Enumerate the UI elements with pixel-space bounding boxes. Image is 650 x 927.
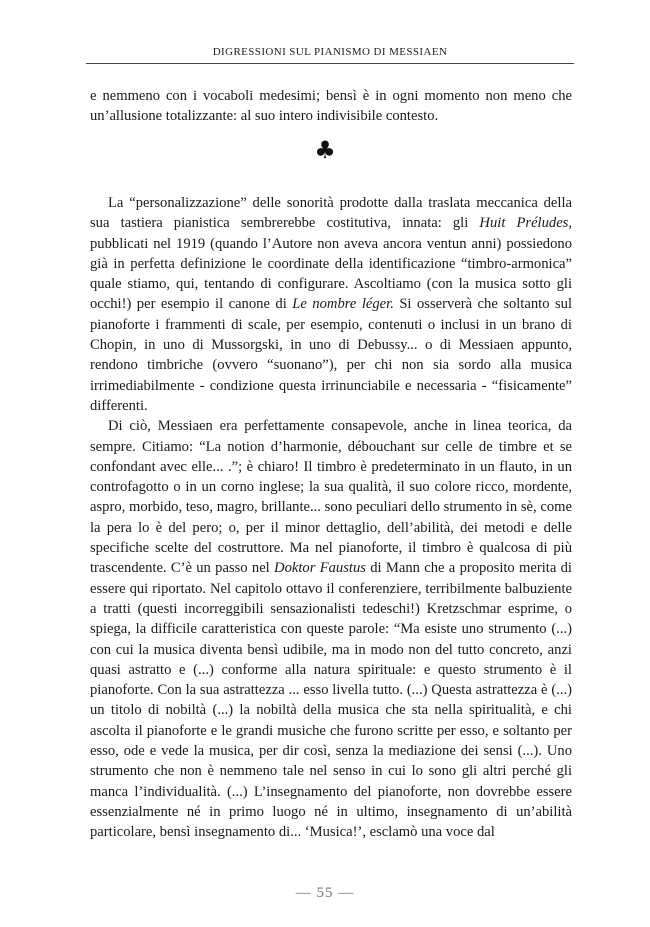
paragraph-1 — [90, 193, 572, 416]
paragraph-1-italic-title-2: Le nombre léger. — [292, 296, 394, 313]
paragraph-2-italic-title-1: Doktor Faustus — [274, 560, 366, 577]
header-rule — [86, 63, 574, 64]
paragraph-2 — [90, 416, 572, 842]
page-number: — 55 — — [295, 885, 355, 901]
club-ornament-icon: ♣ — [314, 136, 336, 164]
paragraph-2-part-2: di Mann che a proposito merita di essere qui riportato. Nel capitolo ottavo il conferenziere, terribilmente balbuziente a tratti (questi incorreggibili sensazionalisti tedeschi!) Kretzschmar esprime, o spiega, la difficile caratteristica con queste parole: “Ma esiste uno strumento (...) con cui la musica diventa bensì udibile, ma in modo non del tutto concreto, anzi quasi astratto e (...) conforme alla natura spirituale: e questo strumento è il pianoforte. Con la sua astrattezza ... esso livella tutto. (...) Questa astrattezza è (...) un titolo di nobiltà (...) la nobiltà della musica che sta nella spiritualità, e chi ascolta il pianoforte e le grandi musiche che furono scritte per esso, e soltanto per esso, ode e vede la musica, per dir così, senza la mediazione dei sensi (...). Uno strumento che non è nemmeno tale nel senso in cui lo sono gli altri perché gli manca l’individualità. (...) L’insegnamento del pianoforte, non dovrebbe essere essenzialmente né in primo luogo né in ultimo, insegnamento di un’abilità particolare, bensì insegnamento di... ‘Musica!’, esclamò una voce dal — [90, 560, 572, 841]
intro-text — [90, 86, 572, 127]
paragraph-1-part-3: Si osserverà che soltanto sul pianoforte i frammenti di scale, per esempio, contenuti o inclusi in un brano di Chopin, in uno di Mussorgski, in uno di Debussy... o di Messiaen appunto, rendono timbriche (ovvero “suonano”), per chi non sia sordo alla musica irrimediabilmente - condizione questa irrinunciabile e necessaria - “fisicamente” differenti. — [90, 296, 572, 414]
paragraph-1-part-1: La “personalizzazione” delle sonorità prodotte dalla traslata meccanica della sua tastiera pianistica sembrerebbe costitutiva, innata: gli — [90, 195, 572, 232]
paragraph-2-part-1: Di ciò, Messiaen era perfettamente consapevole, anche in linea teorica, da sempre. Citiamo: “La notion d’harmonie, débouchant sur celle de timbre et se confondant avec elle... .”; è chiaro! Il timbro è predeterminato in un flauto, in un controfagotto o in un corno inglese; la sua qualità, il suo colore ricco, mordente, aspro, morbido, teso, magro, brillante... sono peculiari dello strumento in sè, come la pera lo è del pero; o, per il minor dettaglio, dell’abilità, dei metodi e delle specifiche scelte del costruttore. Ma nel pianoforte, il timbro è qualcosa di più trascendente. C’è un passo nel — [90, 418, 572, 577]
intro-paragraph: e nemmeno con i vocaboli medesimi; bensì è in ogni momento non meno che un’allusione totalizzante: al suo intero indivisibile contesto. — [90, 88, 572, 125]
main-text — [90, 193, 572, 843]
running-head: DIGRESSIONI SUL PIANISMO DI MESSIAEN — [212, 46, 448, 58]
paragraph-1-italic-title-1: Huit Préludes, — [479, 215, 573, 232]
paragraph-1-part-2: pubblicati nel 1919 (quando l’Autore non aveva ancora ventun anni) possiedono già in perfetta definizione le coordinate della identificazione “timbro-armonica” quale stiamo, qui, tentando di configurare. Ascoltiamo (con la musica sotto gli occhi!) per esempio il canone di — [90, 235, 572, 313]
